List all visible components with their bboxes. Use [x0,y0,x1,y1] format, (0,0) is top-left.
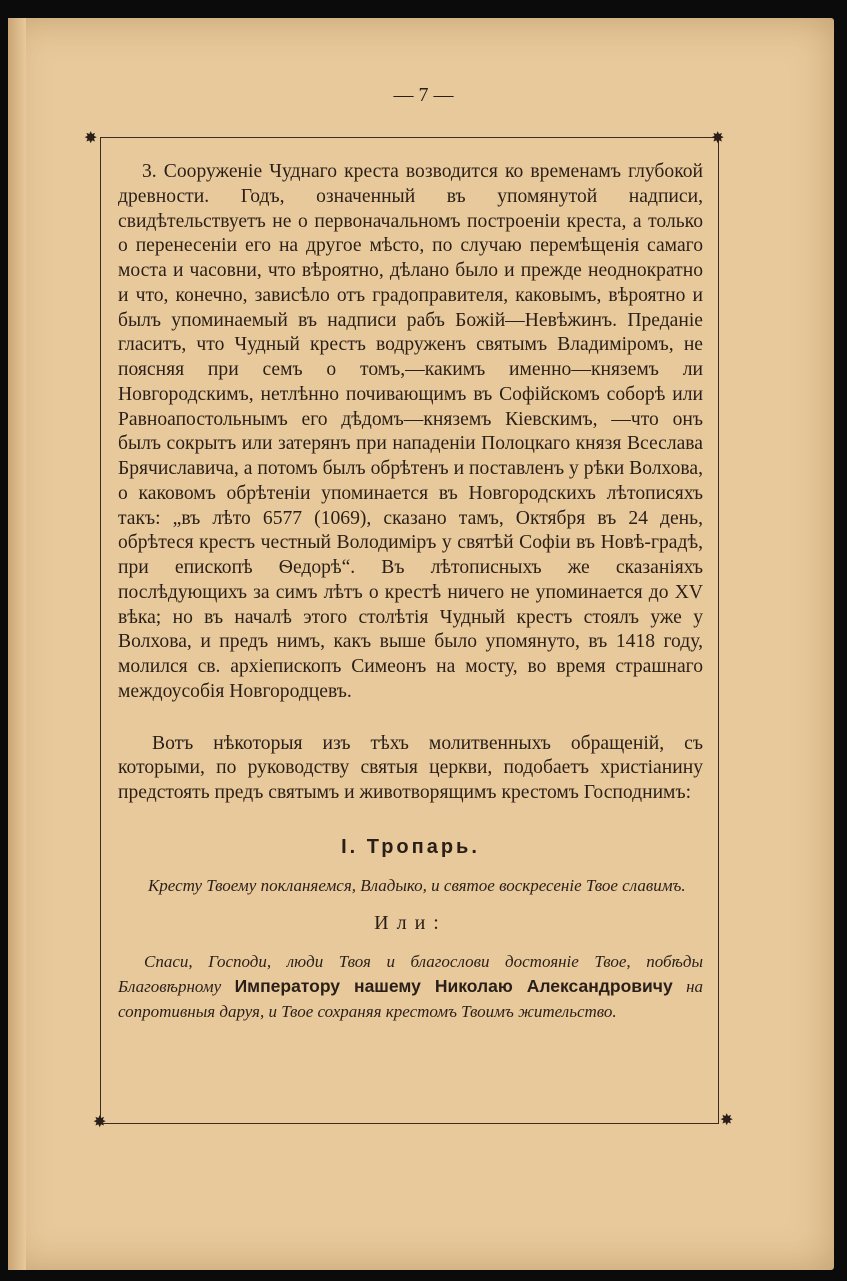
corner-ornament-top-right: ✸ [711,128,725,147]
page-spine [8,18,26,1270]
troparion-text: Кресту Твоему покланяемся, Владыко, и святое воскресеніе Твое славимъ. [148,875,686,895]
page-number: — 7 — [393,84,454,106]
intro-paragraph: Вотъ нѣкоторыя изъ тѣхъ молитвенныхъ обращеній, съ которыми, по руководству святыя церкви, подобаетъ христіанину предстоять предъ святымъ и животворящимъ крестомъ Господнимъ: [118,732,703,803]
main-content [118,160,703,1024]
troparion-heading: I. Тропарь. [341,835,480,858]
second-prayer-part2: на сопротивныя даруя, и Твое сохраняя крестомъ Твоимъ жительство. [118,976,704,1021]
corner-ornament-bottom-right: ✸ [720,1110,734,1129]
corner-ornament-bottom-left: ✸ [93,1112,107,1131]
corner-ornament-top-left: ✸ [84,128,98,147]
second-prayer [118,949,703,1024]
or-label: Или: [374,911,447,934]
emperor-name: Императору нашему Николаю Александровичу [234,975,673,996]
second-prayer-part1: Спаси, Господи, люди Твоя и благослови достояніе Твое, побѣды Благовѣрному [118,951,703,996]
section-3-paragraph: 3. Сооруженіе Чуднаго креста возводится ко временамъ глубокой древности. Годъ, означенный въ упомянутой надписи, свидѣтельствуетъ не о первоначальномъ построеніи креста, а только о перенесеніи его на другое мѣсто, по случаю перемѣщенія самаго моста и часовни, что вѣроятно, дѣлано было и прежде неоднократно и что, конечно, зависѣло отъ градоправителя, каковымъ, вѣроятно и былъ упоминаемый въ надписи рабъ Божій—Невѣжинъ. Преданіе гласитъ, что Чудный крестъ водруженъ святымъ Владиміромъ, не поясняя при семъ о томъ,—какимъ именно—княземъ ли Новгородскимъ, нетлѣнно почивающимъ въ Софійскомъ соборѣ или Равноапостольнымъ его дѣдомъ—княземъ Кіевскимъ, —что онъ былъ сокрытъ или затерянъ при нападеніи Полоцкаго князя Всеслава Брячиславича, а потомъ былъ обрѣтенъ и поставленъ у рѣки Волхова, о каковомъ обрѣтеніи упоминается въ Новгородскихъ лѣтописяхъ такъ: „въ лѣто 6577 (1069), сказано тамъ, Октября въ 24 день, обрѣтеся крестъ честный Володиміръ у святѣй Софіи въ Новѣ-градѣ, при епископѣ Ѳедорѣ“. Въ лѣтописныхъ же сказаніяхъ послѣдующихъ за симъ лѣтъ о крестѣ ничего не упоминается до XV вѣка; но въ началѣ этого столѣтія Чудный крестъ стоялъ уже у Волхова, и предъ нимъ, какъ выше было упомянуто, въ 1418 году, молился св. архіепископъ Симеонъ на мосту, во время страшнаго междоусобія Новгородцевъ. [118,161,703,702]
